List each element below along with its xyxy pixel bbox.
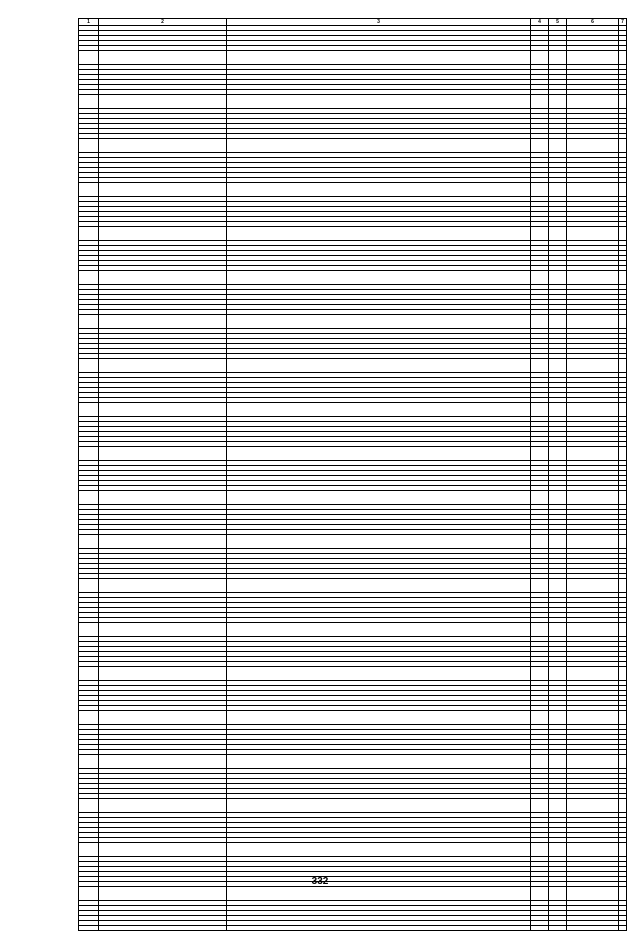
col7-cell <box>619 183 627 197</box>
work-type-cell <box>227 359 531 373</box>
year-cell <box>549 491 567 505</box>
table-row <box>79 403 627 417</box>
period-cell <box>567 623 619 637</box>
table-row <box>79 359 627 373</box>
period-cell <box>567 667 619 681</box>
col7-cell <box>619 755 627 769</box>
period-cell <box>567 95 619 109</box>
work-type-cell <box>227 227 531 241</box>
year-cell <box>549 535 567 549</box>
col7-cell <box>619 447 627 461</box>
address-cell <box>99 799 227 813</box>
year-cell <box>549 447 567 461</box>
col7-cell <box>619 843 627 857</box>
col7-cell <box>619 315 627 329</box>
table-row <box>79 183 627 197</box>
period-cell <box>567 926 619 931</box>
year-cell <box>549 95 567 109</box>
year-cell <box>549 843 567 857</box>
year-cell <box>549 183 567 197</box>
address-cell <box>99 315 227 329</box>
header-cell: 3 <box>227 19 531 26</box>
table-row <box>79 227 627 241</box>
year-cell <box>549 271 567 285</box>
work-type-cell <box>227 799 531 813</box>
col7-cell <box>619 51 627 65</box>
address-cell <box>99 926 227 931</box>
col4-cell <box>531 183 549 197</box>
period-cell <box>567 403 619 417</box>
address-cell <box>99 447 227 461</box>
address-cell <box>99 359 227 373</box>
table-row <box>79 447 627 461</box>
period-cell <box>567 447 619 461</box>
row-number-cell <box>79 403 99 417</box>
work-type-cell <box>227 51 531 65</box>
period-cell <box>567 887 619 901</box>
col7-cell <box>619 271 627 285</box>
row-number-cell <box>79 799 99 813</box>
col4-cell <box>531 799 549 813</box>
work-type-cell <box>227 491 531 505</box>
work-type-cell <box>227 667 531 681</box>
work-type-cell <box>227 843 531 857</box>
row-number-cell <box>79 183 99 197</box>
col7-cell <box>619 227 627 241</box>
address-cell <box>99 227 227 241</box>
period-cell <box>567 535 619 549</box>
col4-cell <box>531 491 549 505</box>
table-row <box>79 535 627 549</box>
col4-cell <box>531 711 549 725</box>
address-cell <box>99 139 227 153</box>
work-type-cell <box>227 711 531 725</box>
year-cell <box>549 623 567 637</box>
work-type-cell <box>227 887 531 901</box>
header-cell: 7 <box>619 19 627 26</box>
period-cell <box>567 799 619 813</box>
col7-cell <box>619 359 627 373</box>
col7-cell <box>619 95 627 109</box>
address-cell <box>99 51 227 65</box>
year-cell <box>549 139 567 153</box>
table-row <box>79 623 627 637</box>
table-row <box>79 843 627 857</box>
col7-cell <box>619 887 627 901</box>
col4-cell <box>531 843 549 857</box>
row-number-cell <box>79 667 99 681</box>
table-row <box>79 271 627 285</box>
address-cell <box>99 183 227 197</box>
row-number-cell <box>79 579 99 593</box>
address-cell <box>99 623 227 637</box>
table-row <box>79 887 627 901</box>
period-cell <box>567 139 619 153</box>
row-number-cell <box>79 843 99 857</box>
col4-cell <box>531 887 549 901</box>
address-cell <box>99 491 227 505</box>
row-number-cell <box>79 926 99 931</box>
col4-cell <box>531 926 549 931</box>
row-number-cell <box>79 447 99 461</box>
table-row <box>79 667 627 681</box>
year-cell <box>549 887 567 901</box>
col7-cell <box>619 926 627 931</box>
row-number-cell <box>79 315 99 329</box>
col4-cell <box>531 667 549 681</box>
period-cell <box>567 491 619 505</box>
work-type-cell <box>227 623 531 637</box>
col7-cell <box>619 403 627 417</box>
table-row <box>79 755 627 769</box>
row-number-cell <box>79 623 99 637</box>
register-table-sheet <box>78 18 626 931</box>
period-cell <box>567 579 619 593</box>
col7-cell <box>619 579 627 593</box>
period-cell <box>567 227 619 241</box>
row-number-cell <box>79 139 99 153</box>
row-number-cell <box>79 227 99 241</box>
col4-cell <box>531 227 549 241</box>
col7-cell <box>619 139 627 153</box>
col4-cell <box>531 623 549 637</box>
col4-cell <box>531 755 549 769</box>
col7-cell <box>619 491 627 505</box>
address-cell <box>99 711 227 725</box>
year-cell <box>549 711 567 725</box>
work-type-cell <box>227 183 531 197</box>
row-number-cell <box>79 95 99 109</box>
table-row <box>79 926 627 931</box>
address-cell <box>99 579 227 593</box>
table-row <box>79 139 627 153</box>
address-cell <box>99 667 227 681</box>
address-cell <box>99 271 227 285</box>
table-row <box>79 51 627 65</box>
address-cell <box>99 403 227 417</box>
address-cell <box>99 843 227 857</box>
work-type-cell <box>227 271 531 285</box>
row-number-cell <box>79 535 99 549</box>
year-cell <box>549 755 567 769</box>
table-row <box>79 491 627 505</box>
work-type-cell <box>227 755 531 769</box>
table-row <box>79 95 627 109</box>
page-number: 332 <box>311 876 329 887</box>
address-cell <box>99 95 227 109</box>
period-cell <box>567 843 619 857</box>
row-number-cell <box>79 51 99 65</box>
header-cell: 6 <box>567 19 619 26</box>
col4-cell <box>531 95 549 109</box>
header-cell: 2 <box>99 19 227 26</box>
row-number-cell <box>79 755 99 769</box>
address-cell <box>99 755 227 769</box>
work-type-cell <box>227 926 531 931</box>
work-type-cell <box>227 315 531 329</box>
row-number-cell <box>79 359 99 373</box>
row-number-cell <box>79 711 99 725</box>
year-cell <box>549 579 567 593</box>
table-row <box>79 315 627 329</box>
register-table <box>78 18 627 931</box>
col4-cell <box>531 447 549 461</box>
period-cell <box>567 183 619 197</box>
year-cell <box>549 403 567 417</box>
header-cell: 4 <box>531 19 549 26</box>
period-cell <box>567 271 619 285</box>
year-cell <box>549 315 567 329</box>
header-cell: 1 <box>79 19 99 26</box>
col4-cell <box>531 315 549 329</box>
col7-cell <box>619 799 627 813</box>
period-cell <box>567 359 619 373</box>
period-cell <box>567 315 619 329</box>
col4-cell <box>531 403 549 417</box>
year-cell <box>549 926 567 931</box>
col4-cell <box>531 579 549 593</box>
year-cell <box>549 51 567 65</box>
row-number-cell <box>79 491 99 505</box>
col4-cell <box>531 535 549 549</box>
col4-cell <box>531 359 549 373</box>
address-cell <box>99 887 227 901</box>
period-cell <box>567 711 619 725</box>
col7-cell <box>619 623 627 637</box>
work-type-cell <box>227 535 531 549</box>
row-number-cell <box>79 887 99 901</box>
year-cell <box>549 227 567 241</box>
table-row <box>79 579 627 593</box>
work-type-cell <box>227 447 531 461</box>
work-type-cell <box>227 139 531 153</box>
table-body <box>79 26 627 931</box>
year-cell <box>549 359 567 373</box>
period-cell <box>567 755 619 769</box>
col4-cell <box>531 139 549 153</box>
col7-cell <box>619 667 627 681</box>
col7-cell <box>619 535 627 549</box>
year-cell <box>549 667 567 681</box>
table-row <box>79 711 627 725</box>
row-number-cell <box>79 271 99 285</box>
address-cell <box>99 535 227 549</box>
col4-cell <box>531 271 549 285</box>
col4-cell <box>531 51 549 65</box>
work-type-cell <box>227 95 531 109</box>
col7-cell <box>619 711 627 725</box>
year-cell <box>549 799 567 813</box>
work-type-cell <box>227 403 531 417</box>
period-cell <box>567 51 619 65</box>
header-cell: 5 <box>549 19 567 26</box>
table-row <box>79 799 627 813</box>
header-row <box>79 19 627 26</box>
work-type-cell <box>227 579 531 593</box>
